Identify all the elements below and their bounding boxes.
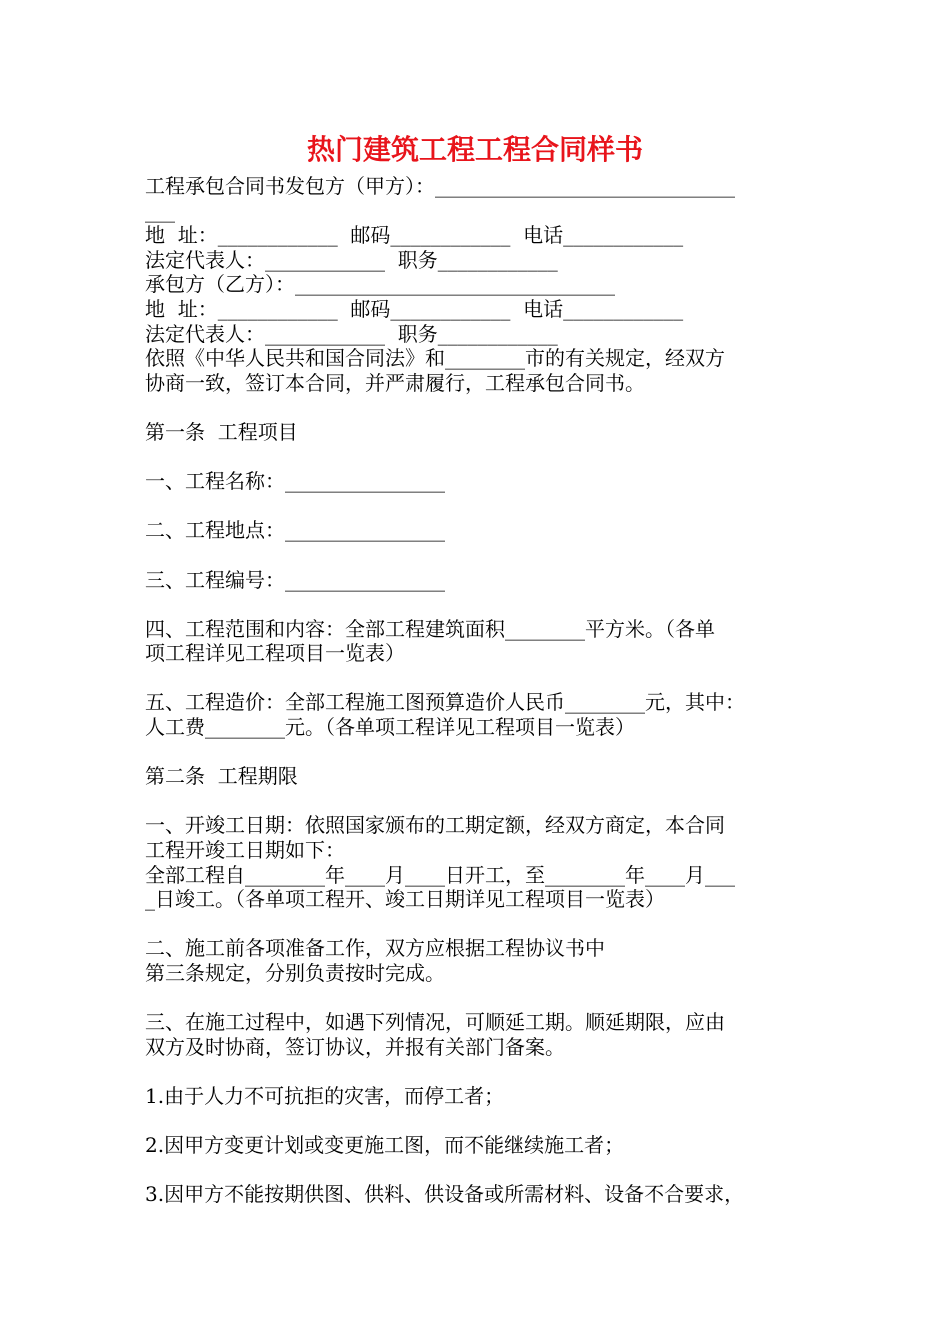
text-line: 一、工程名称：________________ — [145, 469, 445, 494]
text-line: 地 址：____________ 邮码____________ 电话____________ — [145, 223, 684, 248]
text-line: 第二条 工程期限 — [145, 764, 298, 789]
blank-line — [145, 1109, 815, 1134]
text-line: 工程承包合同书发包方（甲方）：______________________________ — [145, 174, 735, 198]
text-line: 工程开竣工日期如下： — [145, 838, 345, 863]
blank-line — [145, 789, 815, 814]
text-line: 一、开竣工日期：依照国家颁布的工期定额，经双方商定，本合同 — [145, 813, 725, 838]
blank-line — [145, 592, 815, 617]
text-line: 双方及时协商，签订协议，并报有关部门备案。 — [145, 1034, 565, 1059]
text-line: 法定代表人：____________ 职务____________ — [145, 247, 558, 272]
text-line: 项工程详见工程项目一览表） — [145, 641, 405, 666]
text-line: 二、施工前各项准备工作，双方应根据工程协议书中 — [145, 936, 605, 961]
text-line: 协商一致，签订本合同，并严肃履行，工程承包合同书。 — [145, 370, 645, 395]
text-line: 二、工程地点：________________ — [145, 518, 445, 543]
blank-line — [145, 1158, 815, 1183]
text-line: 第一条 工程项目 — [145, 419, 298, 444]
text-line: 三、工程编号：________________ — [145, 567, 445, 592]
blank-line — [145, 445, 815, 470]
text-line: 3.因甲方不能按期供图、供料、供设备或所需材料、设备不合要求， — [145, 1182, 745, 1207]
blank-line — [145, 912, 815, 937]
text-line: 第三条规定，分别负责按时完成。 — [145, 961, 445, 985]
text-line: 2.因甲方变更计划或变更施工图，而不能继续施工者； — [145, 1133, 625, 1158]
blank-line — [145, 740, 815, 765]
document-title: 热门建筑工程工程合同样书 — [306, 133, 643, 166]
blank-line — [145, 986, 815, 1011]
blank-line — [145, 666, 815, 691]
document-body — [145, 174, 815, 1207]
text-line: 人工费________元。（各单项工程详见工程项目一览表） — [145, 715, 635, 740]
text-line: 依照《中华人民共和国合同法》和________市的有关规定，经双方 — [145, 346, 725, 371]
text-line: 全部工程自________年____月____日开工，至________年____月___ — [145, 862, 735, 887]
text-line: _日竣工。（各单项工程开、竣工日期详见工程项目一览表） — [145, 887, 665, 912]
text-line: 承包方（乙方）：________________________________ — [145, 272, 615, 297]
text-line: ___ — [145, 198, 175, 223]
text-line: 法定代表人：____________ 职务____________ — [145, 321, 558, 346]
blank-line — [145, 494, 815, 519]
text-line: 五、工程造价：全部工程施工图预算造价人民币________元，其中： — [145, 690, 745, 715]
blank-line — [145, 543, 815, 568]
text-line: 四、工程范围和内容：全部工程建筑面积________平方米。（各单 — [145, 616, 715, 641]
text-line: 1.由于人力不可抗拒的灾害，而停工者； — [145, 1083, 505, 1108]
blank-line — [145, 395, 815, 420]
text-line: 三、在施工过程中，如遇下列情况，可顺延工期。顺延期限，应由 — [145, 1010, 725, 1035]
blank-line — [145, 1059, 815, 1084]
text-line: 地 址：____________ 邮码____________ 电话____________ — [145, 296, 684, 321]
